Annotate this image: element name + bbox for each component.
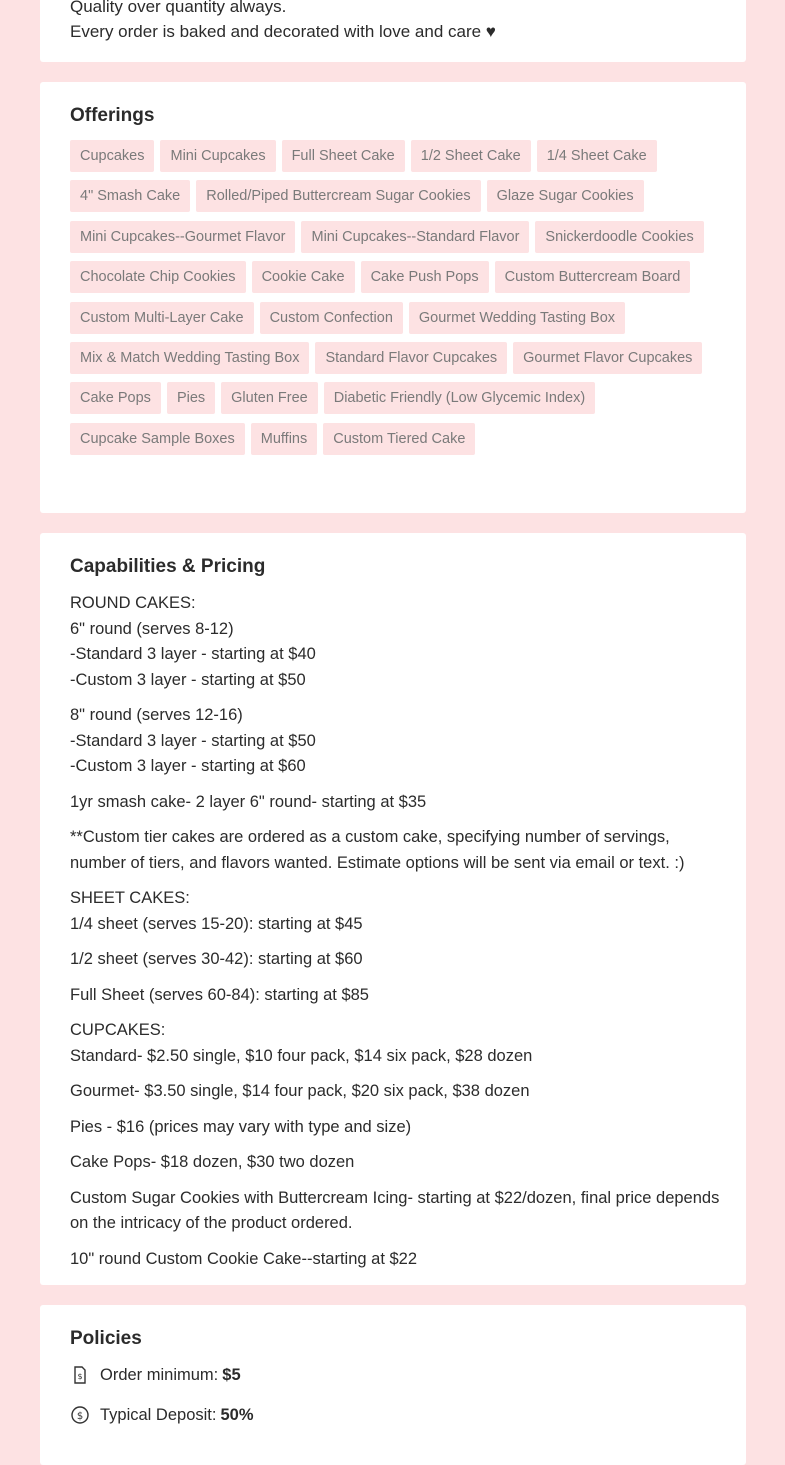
pricing-line: SHEET CAKES: [70,889,190,907]
pricing-title: Capabilities & Pricing [70,556,266,577]
svg-text:$: $ [77,1372,83,1381]
pricing-line: Full Sheet (serves 60-84): starting at $85 [70,985,369,1004]
policies-card [40,1305,746,1465]
offering-tag: Diabetic Friendly (Low Glycemic Index) [324,382,595,414]
pricing-paragraph [70,1186,722,1237]
pricing-line: Gourmet- $3.50 single, $14 four pack, $20 six pack, $38 dozen [70,1082,530,1100]
offerings-tag-row [70,342,716,382]
offering-tag: Mix & Match Wedding Tasting Box [70,342,309,374]
offering-tag: Gourmet Flavor Cupcakes [513,342,702,374]
offering-tag: Cupcake Sample Boxes [70,423,245,455]
offering-tag: Rolled/Piped Buttercream Sugar Cookies [196,180,480,212]
pricing-paragraph [70,703,722,780]
pricing-paragraph [70,790,722,816]
offering-tag: Mini Cupcakes--Gourmet Flavor [70,221,295,253]
offering-tag: Full Sheet Cake [282,140,405,172]
pricing-line: **Custom tier cakes are ordered as a custom cake, specifying number of servings, number of tiers, and flavors wanted. Estimate options will be sent via email or text. :) [70,828,685,872]
offering-tag: Cake Pops [70,382,161,414]
offering-tag: Glaze Sugar Cookies [487,180,644,212]
offering-tag: 1/4 Sheet Cake [537,140,657,172]
offering-tag: Custom Tiered Cake [323,423,475,455]
offering-tag: Gourmet Wedding Tasting Box [409,302,625,334]
policies-title: Policies [70,1328,142,1349]
offerings-tags [70,140,716,463]
pricing-line: -Standard 3 layer - starting at $40 [70,645,316,663]
pricing-line: 1/4 sheet (serves 15-20): starting at $45 [70,914,363,933]
pricing-paragraph [70,947,722,973]
pricing-line: -Standard 3 layer - starting at $50 [70,731,316,750]
offerings-tag-row [70,261,716,301]
offering-tag: Custom Multi-Layer Cake [70,302,254,334]
pricing-paragraph [70,983,722,1009]
pricing-line: 1/2 sheet (serves 30-42): starting at $60 [70,950,363,968]
offering-tag: Muffins [251,423,317,455]
receipt-icon [70,1365,90,1385]
pricing-paragraph [70,1018,722,1069]
pricing-line: 1yr smash cake- 2 layer 6" round- starting at $35 [70,792,427,811]
offerings-tag-row [70,221,716,261]
dollar-circle-icon [70,1405,90,1425]
pricing-paragraph [70,825,722,876]
offering-tag: Cake Push Pops [361,261,489,293]
offerings-tag-row [70,423,716,463]
offerings-tag-row [70,382,716,422]
pricing-line: Cake Pops- $18 dozen, $30 two dozen [70,1153,355,1171]
pricing-paragraph [70,1115,722,1141]
pricing-line: 10" round Custom Cookie Cake--starting at $22 [70,1249,418,1268]
pricing-line: -Custom 3 layer - starting at $50 [70,670,306,689]
offering-tag: Custom Buttercream Board [495,261,691,293]
intro-card [40,0,746,62]
pricing-line: Pies - $16 (prices may vary with type and size) [70,1117,412,1136]
intro-line-1: Quality over quantity always. [70,0,287,16]
offerings-card [40,82,746,513]
order-minimum [70,1362,241,1388]
offerings-tag-row [70,140,716,180]
offerings-title: Offerings [70,105,155,126]
pricing-line: -Custom 3 layer - starting at $60 [70,757,306,775]
offering-tag: 4" Smash Cake [70,180,190,212]
pricing-paragraph [70,886,722,937]
typical-deposit [70,1402,254,1428]
pricing-list [70,591,722,1282]
typical-deposit-value: 50% [220,1405,254,1424]
order-minimum-label: Order minimum: [100,1365,219,1384]
intro-line-2: Every order is baked and decorated with love and care ♥ [70,22,496,41]
pricing-paragraph [70,1079,722,1105]
pricing-paragraph [70,591,722,693]
offerings-tag-row [70,302,716,342]
svg-text:$: $ [76,1411,84,1422]
offering-tag: Custom Confection [260,302,403,334]
pricing-line: CUPCAKES: [70,1021,166,1039]
offering-tag: Chocolate Chip Cookies [70,261,246,293]
typical-deposit-label: Typical Deposit: [100,1405,217,1424]
offering-tag: Snickerdoodle Cookies [535,221,703,253]
pricing-line: 8" round (serves 12-16) [70,706,243,724]
pricing-paragraph [70,1150,722,1176]
order-minimum-value: $5 [222,1365,241,1384]
offering-tag: Mini Cupcakes--Standard Flavor [301,221,529,253]
offering-tag: Mini Cupcakes [160,140,275,172]
pricing-card [40,533,746,1285]
pricing-paragraph [70,1247,722,1273]
offerings-tag-row [70,180,716,220]
offering-tag: Cupcakes [70,140,154,172]
pricing-line: ROUND CAKES: [70,594,196,612]
offering-tag: Cookie Cake [252,261,355,293]
offering-tag: Standard Flavor Cupcakes [315,342,507,374]
offering-tag: Gluten Free [221,382,318,414]
pricing-line: 6" round (serves 8-12) [70,619,234,638]
offering-tag: Pies [167,382,215,414]
pricing-line: Standard- $2.50 single, $10 four pack, $14 six pack, $28 dozen [70,1046,533,1065]
pricing-line: Custom Sugar Cookies with Buttercream Icing- starting at $22/dozen, final price depends on the intricacy of the product ordered. [70,1188,720,1232]
offering-tag: 1/2 Sheet Cake [411,140,531,172]
